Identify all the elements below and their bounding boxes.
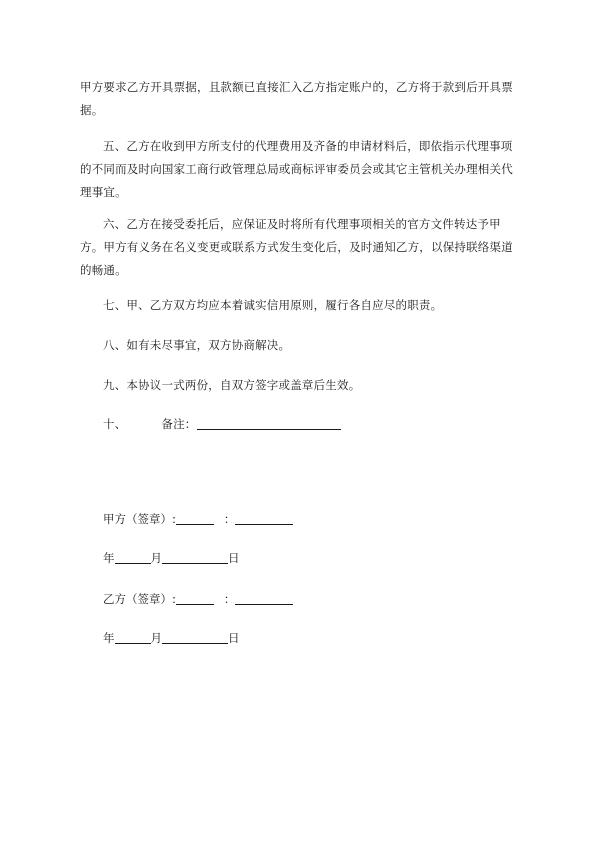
party-b-name-blank[interactable] — [176, 592, 214, 605]
party-b-year-label: 年 — [103, 631, 115, 645]
party-a-seal-blank[interactable] — [235, 512, 293, 525]
party-a-month-label: 月 — [150, 551, 162, 565]
party-b-label: 乙方（签章）: — [103, 592, 176, 606]
party-a-signature-line — [103, 509, 293, 529]
clause-5: 五、乙方在收到甲方所支付的代理费用及齐备的申请材料后，即依指示代理事项的不同而及时向国家工商行政管理总局或商标评审委员会或其它主管机关办理相关代理事宜。 — [80, 139, 513, 199]
clause-6: 六、乙方在接受委托后，应保证及时将所有代理事项相关的官方文件转达予甲方。甲方有义务在名义变更或联系方式发生变化后，及时通知乙方，以保持联络渠道的畅通。 — [80, 217, 513, 277]
party-b-day-label: 日 — [228, 631, 240, 645]
party-b-month-blank[interactable] — [115, 631, 151, 644]
party-b-day-blank[interactable] — [162, 631, 228, 644]
party-a-label: 甲方（签章）: — [103, 512, 176, 526]
clause-10 — [80, 413, 520, 436]
remarks-label: 备注： — [161, 417, 197, 431]
party-a-date-line — [103, 548, 240, 568]
party-a-month-blank[interactable] — [115, 551, 151, 564]
party-a-separator: ： — [223, 512, 236, 526]
party-b-date-line — [103, 628, 240, 648]
clause-8: 八、如有未尽事宜，双方协商解决。 — [103, 338, 291, 352]
party-b-signature-line — [103, 589, 293, 609]
clause-9: 九、本协议一式两份，自双方签字或盖章后生效。 — [103, 378, 361, 392]
clause-10-number: 十、 — [103, 417, 127, 431]
paragraph-payment-invoice: 甲方要求乙方开具票据，且款额已直接汇入乙方指定账户的，乙方将于款到后开具票据。 — [80, 80, 513, 117]
party-b-seal-blank[interactable] — [235, 592, 293, 605]
party-b-month-label: 月 — [150, 631, 162, 645]
remarks-blank[interactable] — [197, 417, 341, 430]
clause-7: 七、甲、乙方双方均应本着诚实信用原则，履行各自应尽的职责。 — [103, 298, 443, 312]
party-b-separator: ： — [223, 592, 236, 606]
party-a-day-blank[interactable] — [162, 551, 228, 564]
party-a-day-label: 日 — [228, 551, 240, 565]
party-a-name-blank[interactable] — [176, 512, 214, 525]
party-a-year-label: 年 — [103, 551, 115, 565]
